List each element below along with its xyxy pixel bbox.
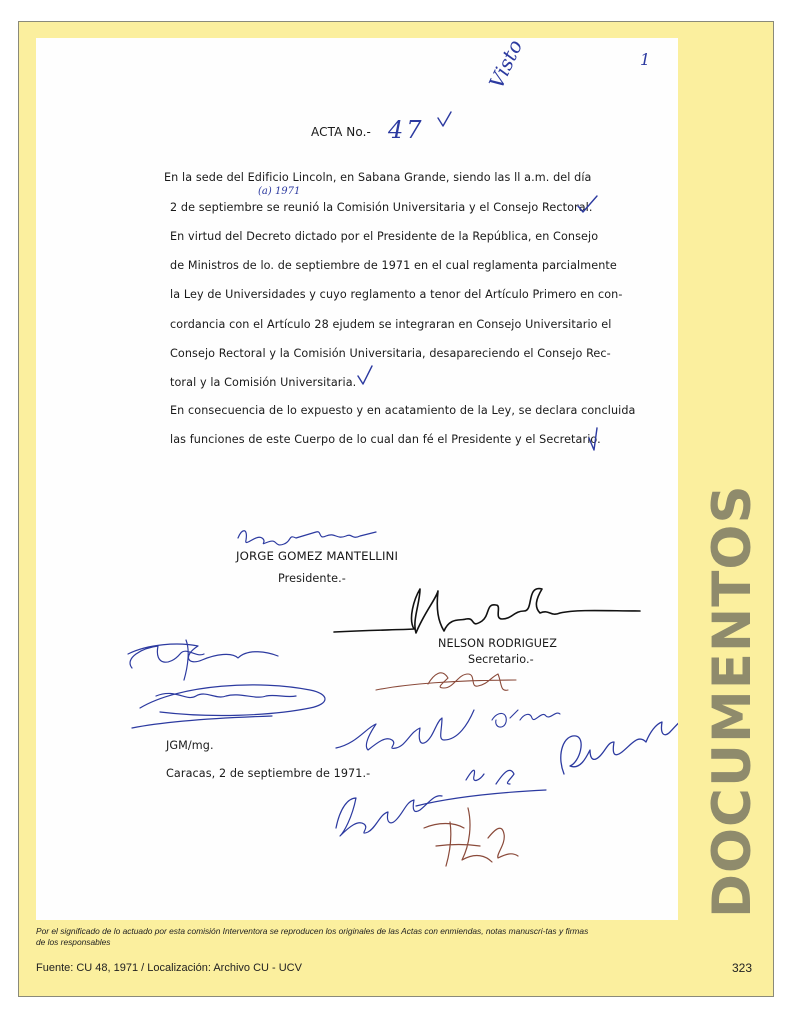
- paragraph-line: En virtud del Decreto dictado por el Presidente de la República, en Consejo: [170, 230, 599, 243]
- page-number-mark: 1: [640, 50, 651, 69]
- signature-right: [561, 718, 678, 774]
- paragraph-line: la Ley de Universidades y cuyo reglamento a tenor del Artículo Primero en con-: [170, 288, 623, 301]
- side-label: DOCUMENTOS: [702, 484, 763, 918]
- visto-note: Visto: [484, 35, 528, 93]
- signature-left-2: [132, 685, 325, 728]
- initials: JGM/mg.: [166, 739, 214, 752]
- president-name: JORGE GOMEZ MANTELLINI: [236, 549, 399, 563]
- scanned-document: [36, 35, 678, 920]
- paragraph-line: 2 de septiembre se reunió la Comisión Universitaria y el Consejo Rectoral.: [170, 201, 593, 214]
- signature-left-1: [128, 640, 278, 680]
- signature-david: [336, 796, 442, 836]
- paragraph-line: Consejo Rectoral y la Comisión Universitaria, desapareciendo el Consejo Rec-: [170, 347, 611, 360]
- paragraph-line: las funciones de este Cuerpo de lo cual dan fé el Presidente y el Secretario.: [170, 433, 601, 446]
- paragraph-line: toral y la Comisión Universitaria.: [170, 376, 357, 389]
- secretary-name: NELSON RODRIGUEZ: [438, 637, 557, 650]
- check-mark-icon: [589, 428, 597, 450]
- date-insert-note: (a) 1971: [258, 186, 301, 197]
- check-mark-icon: [358, 366, 372, 384]
- place-date: Caracas, 2 de septiembre de 1971.-: [166, 767, 371, 780]
- signature-luis: [336, 710, 474, 750]
- secretary-title: Secretario.-: [468, 653, 534, 666]
- president-title: Presidente.-: [278, 572, 346, 585]
- handwriting-layer: [36, 35, 678, 920]
- signature-president: [238, 531, 376, 545]
- paragraph-line: En consecuencia de lo expuesto y en acatamiento de la Ley, se declara concluida: [170, 404, 636, 417]
- source-line: Fuente: CU 48, 1971 / Localización: Archivo CU - UCV: [36, 962, 302, 974]
- paragraph-line: cordancia con el Artículo 28 ejudem se integraran en Consejo Universitario el: [170, 318, 612, 331]
- caption: Por el significado de lo actuado por esta comisión Interventora se reproducen los originales de las Actas con enmiendas, notas manuscri-tas y firmas de los responsables: [36, 926, 589, 947]
- signature-olgvar: [492, 710, 560, 727]
- check-mark-icon: [438, 112, 451, 126]
- signature-secretary: [334, 589, 640, 633]
- paragraph-line: de Ministros de lo. de septiembre de 1971 en el cual reglamenta parcialmente: [170, 259, 617, 272]
- signature-brown-2: [424, 808, 518, 866]
- acta-number: 47: [388, 116, 425, 144]
- paragraph-line: En la sede del Edificio Lincoln, en Sabana Grande, siendo las ll a.m. del día: [164, 171, 592, 184]
- acta-label: ACTA No.-: [311, 125, 371, 139]
- page-number: 323: [732, 961, 753, 975]
- signature-mid: [416, 770, 546, 806]
- check-mark-icon: [578, 196, 597, 212]
- signature-brown-1: [376, 673, 516, 690]
